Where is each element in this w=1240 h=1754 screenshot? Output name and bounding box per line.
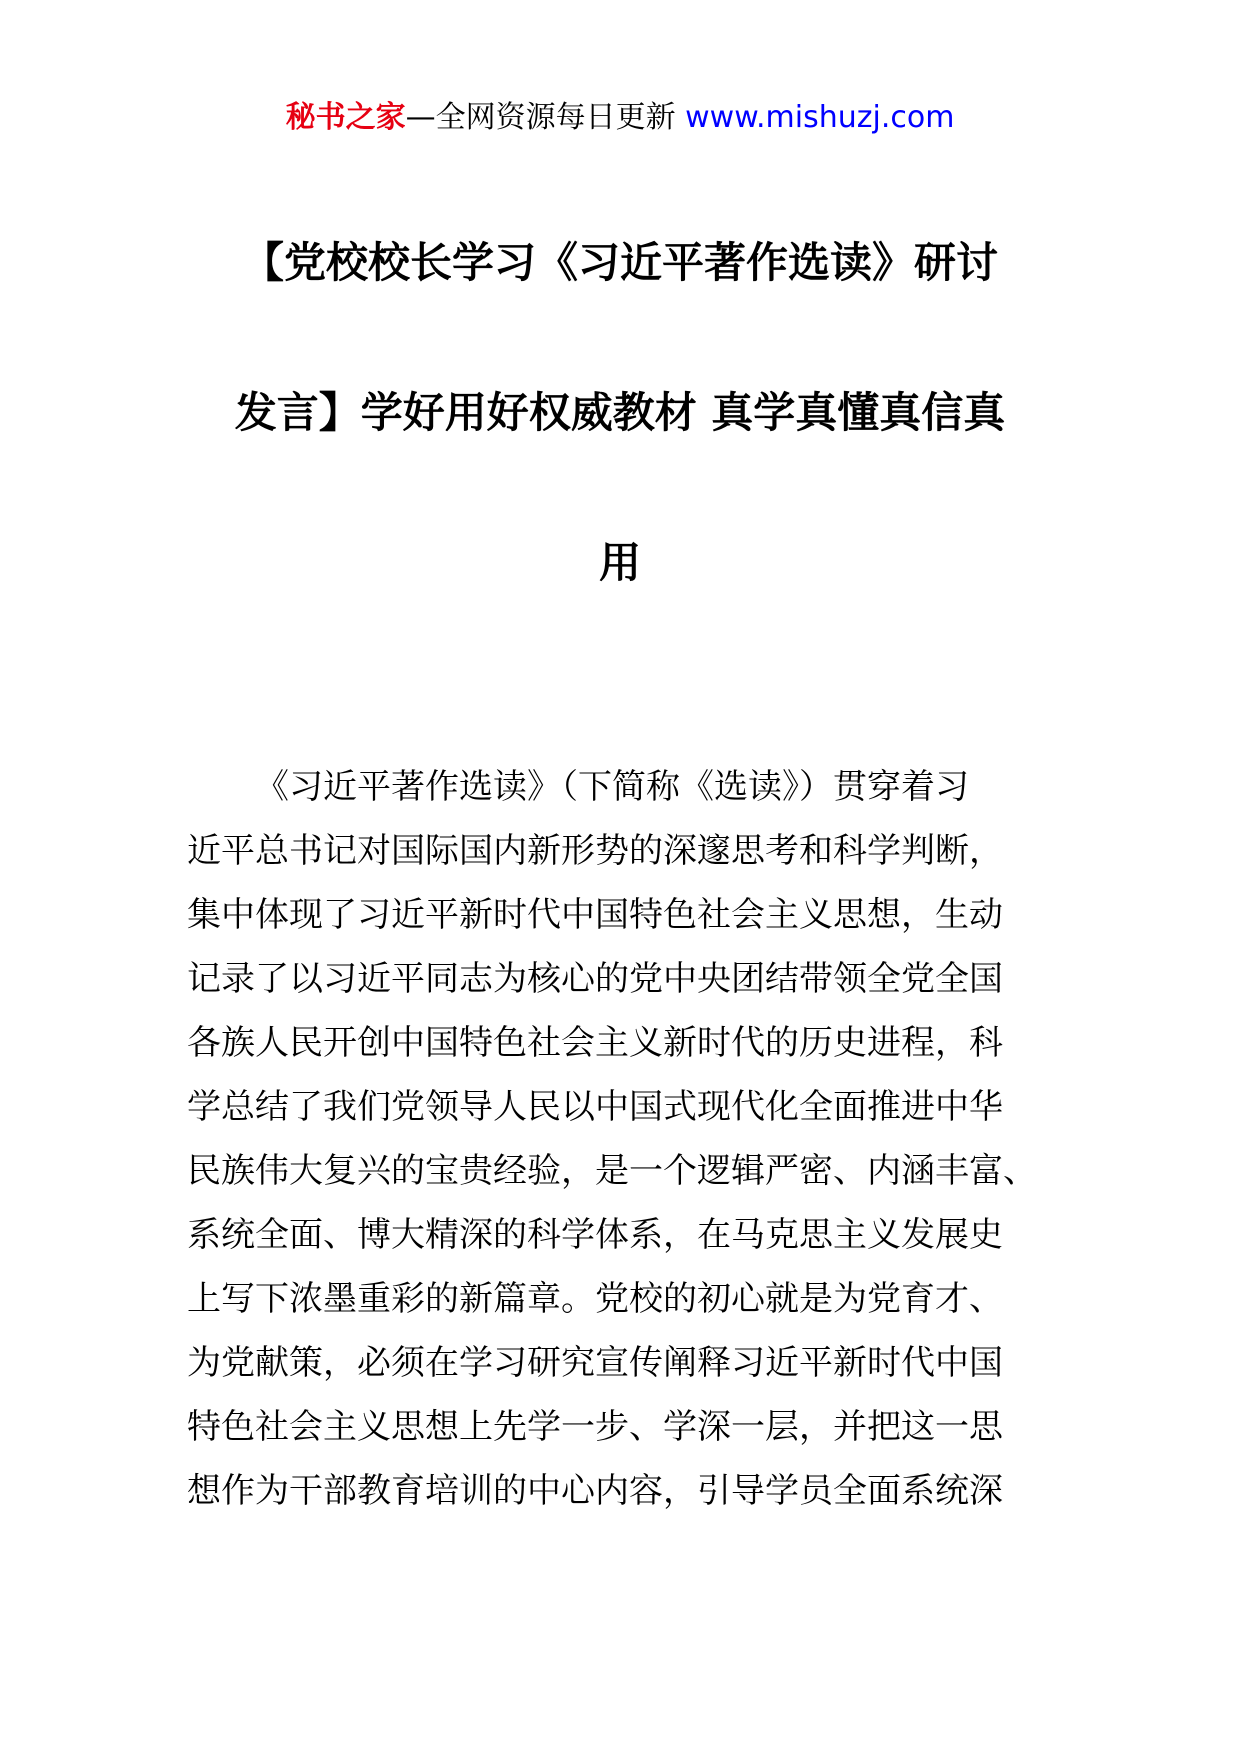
paragraph-line: 想作为干部教育培训的中心内容，引导学员全面系统深 [187,1471,1003,1511]
paragraph-line: 民族伟大复兴的宝贵经验，是一个逻辑严密、内涵丰富、 [187,1151,1037,1191]
body-paragraph [187,755,1055,1523]
paragraph-line: 各族人民开创中国特色社会主义新时代的历史进程，科 [187,1023,1003,1063]
paragraph-line: 学总结了我们党领导人民以中国式现代化全面推进中华 [187,1087,1003,1127]
title-line: 【党校校长学习《习近平著作选读》研讨 [241,238,998,287]
paragraph-line: 记录了以习近平同志为核心的党中央团结带领全党全国 [187,959,1003,999]
website-link[interactable]: www.mishuzj.com [685,100,955,135]
document-title [150,188,1090,638]
paragraph-line: 特色社会主义思想上先学一步、学深一层，并把这一思 [187,1407,1003,1447]
page-header [0,98,1240,138]
header-slogan: —全网资源每日更新 [405,100,686,135]
paragraph-line: 近平总书记对国际国内新形势的深邃思考和科学判断， [187,831,1003,871]
paragraph-line: 集中体现了习近平新时代中国特色社会主义思想，生动 [187,895,1003,935]
paragraph-line: 为党献策，必须在学习研究宣传阐释习近平新时代中国 [187,1343,1003,1383]
paragraph-line: 《习近平著作选读》（下简称《选读》）贯穿着习 [255,767,969,807]
title-line: 发言】学好用好权威教材 真学真懂真信真 [234,388,1006,437]
paragraph-line: 系统全面、博大精深的科学体系，在马克思主义发展史 [187,1215,1003,1255]
paragraph-line: 上写下浓墨重彩的新篇章。党校的初心就是为党育才、 [187,1279,1003,1319]
title-line: 用 [598,538,641,587]
brand-name: 秘书之家 [285,100,406,135]
